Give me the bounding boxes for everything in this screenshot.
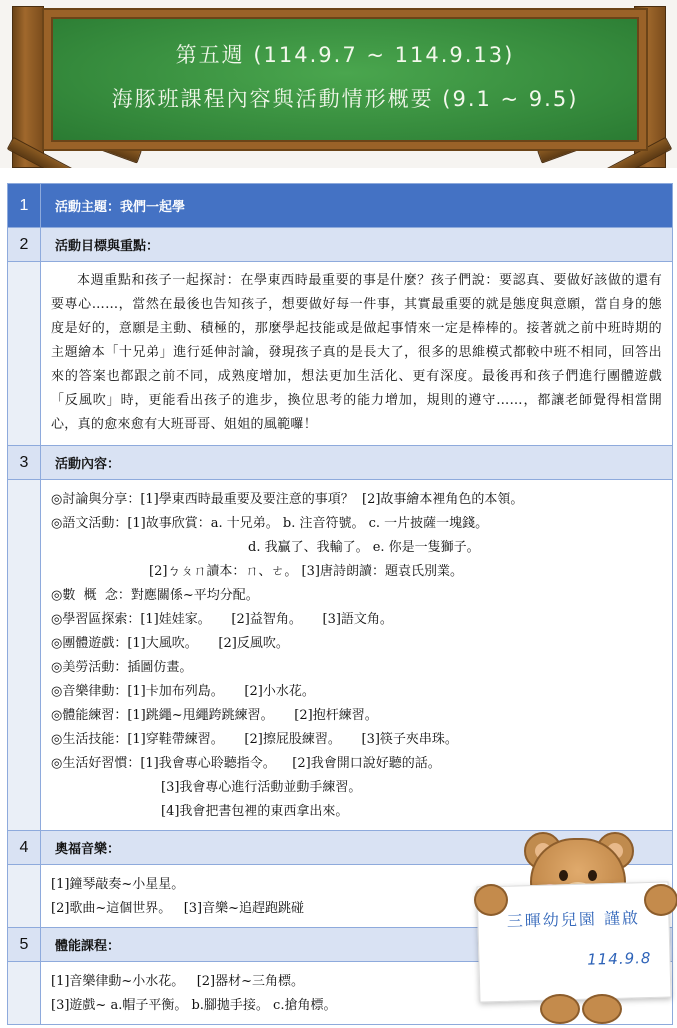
section-number: 5 (8, 928, 41, 962)
content-line: ◎體能練習：[1]跳繩~甩繩跨跳練習。 [2]抱杆練習。 (51, 708, 378, 723)
content-line: ◎學習區探索：[1]娃娃家。 [2]益智角。 [3]語文角。 (51, 612, 393, 627)
content-line: ◎團體遊戲：[1]大風吹。 [2]反風吹。 (51, 636, 289, 651)
content-line: ◎語文活動：[1]故事欣賞：a. 十兄弟。 b. 注音符號。 c. 一片披薩一塊錢。 (51, 516, 489, 531)
section-1-row (8, 184, 673, 228)
kindergarten-signature: 三暉幼兒園 謹啟 (506, 908, 641, 931)
section-title: 活動內容： (41, 446, 673, 480)
content-line: ◎討論與分享：[1]學東西時最重要及要注意的事項？ [2]故事繪本裡角色的本領。 (51, 492, 524, 507)
section-title: 活動目標與重點： (41, 228, 673, 262)
sign-date: 114.9.8 (586, 948, 652, 969)
content-line: d. 我贏了、我輸了。 e. 你是一隻獅子。 (248, 540, 480, 555)
content-line: ◎生活技能：[1]穿鞋帶練習。 [2]擦屁股練習。 [3]筷子夾串珠。 (51, 732, 458, 747)
section-number: 3 (8, 446, 41, 480)
section-2-body (8, 262, 673, 446)
section-number: 2 (8, 228, 41, 262)
section-title: 奧福音樂： (41, 831, 673, 865)
section-number: 4 (8, 831, 41, 865)
content-line: [1]音樂律動~小水花。 [2]器材~三角標。 (51, 974, 305, 989)
activity-theme: 活動主題：我們一起學 (41, 184, 673, 228)
content-line: [3]遊戲~ a.帽子平衡。 b.腳拋手接。 c.搶角標。 (51, 998, 337, 1013)
bear-left-paw (474, 884, 508, 916)
bear-right-paw (644, 884, 677, 916)
week-title: 第五週 (114.9.7 ~ 114.9.13) (175, 43, 515, 67)
bear-right-foot (582, 994, 622, 1024)
teddy-bear-sign (478, 826, 674, 1026)
chalkboard (44, 10, 646, 149)
content-line: ◎數 概 念：對應關係~平均分配。 (51, 588, 259, 603)
content-line: [4]我會把書包裡的東西拿出來。 (161, 804, 349, 819)
section-title: 體能課程： (41, 928, 673, 962)
section-number: 1 (8, 184, 41, 228)
content-line: [2]ㄅㄆㄇ讀本：ㄇ、ㄜ。 [3]唐詩朗讀：題袁氏別業。 (149, 564, 463, 579)
content-line: [1]鐘琴敲奏~小星星。 (51, 877, 185, 892)
content-line: [2]歌曲~這個世界。 [3]音樂~追趕跑跳碰 (51, 901, 305, 916)
content-line: ◎美勞活動：插圖仿畫。 (51, 660, 193, 675)
bear-left-foot (540, 994, 580, 1024)
goals-paragraph: 本週重點和孩子一起探討：在學東西時最重要的事是什麼？孩子們說：要認真、要做好該做的還有要專心……，當然在最後也告知孩子，想要做好每一件事，其實最重要的就是態度與意願，當自身的態度是好的，意願是主動、積極的，那麼學起技能或是做起事情來一定是棒棒的。接著就之前中班時期的主題繪本「十兄弟」進行延伸討論，發現孩子真的是長大了，很多的思維模式都較中班不相同，回答出來的答案也都跟之前不同，成熟度增加，想法更加生活化、更有深度。最後再和孩子們進行團體遊戲「反風吹」時，更能看出孩子的進步，換位思考的能力增加，規則的遵守……，都讓老師覺得相當開心，真的愈來愈有大班哥哥、姐姐的風範囉！ (51, 273, 662, 432)
section-2-header (8, 228, 673, 262)
content-line: ◎生活好習慣：[1]我會專心聆聽指令。 [2]我會開口說好聽的話。 (51, 756, 441, 771)
content-line: [3]我會專心進行活動並動手練習。 (161, 780, 362, 795)
section-3-header (8, 446, 673, 480)
content-line: ◎音樂律動：[1]卡加布列島。 [2]小水花。 (51, 684, 315, 699)
section-3-body (8, 480, 673, 831)
chalkboard-header (0, 0, 677, 168)
class-summary-title: 海豚班課程內容與活動情形概要 (9.1 ~ 9.5) (111, 87, 579, 111)
